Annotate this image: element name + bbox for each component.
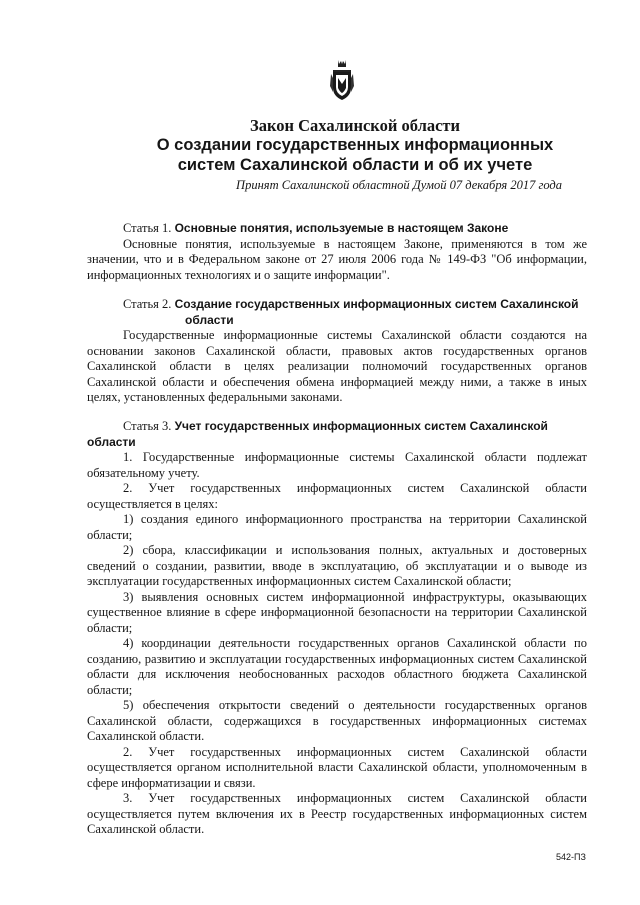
article-3-label: Статья 3. — [123, 419, 172, 433]
article-1-text: Основные понятия, используемые в настоящем Законе, применяются в том же значении, что и в Федеральном законе от 27 июля 2006 года № 149-ФЗ "Об информации, информационных технологиях и о защите информации". — [87, 236, 587, 282]
article-3-item-3: 3) выявления основных систем информационной инфраструктуры, оказывающих существенное влияние в сфере информационной безопасности на территории Сахалинской области; — [87, 589, 587, 635]
article-3-item-5: 5) обеспечения открытости сведений о деятельности государственных органов Сахалинской области, содержащихся в государственных информационных системах Сахалинской области. — [87, 698, 587, 743]
article-1-heading — [87, 221, 587, 237]
law-subject-line1: О создании государственных информационных — [156, 136, 554, 154]
article-2-label: Статья 2. — [123, 297, 172, 311]
article-1 — [87, 221, 587, 283]
adoption-note: Принят Сахалинской областной Думой 07 декабря 2017 года — [236, 178, 562, 192]
law-title: Закон Сахалинской области — [249, 116, 461, 135]
article-3-paragraph-2b: 2. Учет государственных информационных систем Сахалинской области осуществляется органом исполнительной власти Сахалинской области, уполномоченным в сфере информатизации и связи. — [87, 744, 587, 790]
article-1-title: Основные понятия, используемые в настоящем Законе — [174, 221, 509, 235]
article-2-heading — [87, 297, 587, 328]
law-subject-line2: систем Сахалинской области и об их учете — [177, 156, 533, 174]
article-3-title: Учет государственных информационных систем Сахалинской — [174, 419, 548, 433]
article-3-paragraph-2: 2. Учет государственных информационных систем Сахалинской области осуществляется в целях: — [87, 481, 587, 511]
article-3 — [87, 419, 587, 838]
article-3-item-4: 4) координации деятельности государственных органов Сахалинской области по созданию, развитию и эксплуатации государственных информационных систем Сахалинской области для исключения необоснованных расходов областного бюджета Сахалинской области; — [87, 636, 587, 697]
article-2 — [87, 297, 587, 406]
article-2-text: Государственные информационные системы Сахалинской области создаются на основании законов Сахалинской области, правовых актов государственных органов Сахалинской области в целях реализации полномочий государственных органов Сахалинской области и обеспечения обмена информацией между ними, а также в иных целях, установленных федеральными законами. — [87, 328, 587, 404]
article-1-label: Статья 1. — [123, 221, 172, 235]
article-2-title-tail: области — [185, 312, 234, 327]
article-3-paragraph-3: 3. Учет государственных информационных систем Сахалинской области осуществляется путем включения их в Реестр государственных информационных систем Сахалинской области. — [87, 791, 587, 836]
article-3-item-2: 2) сбора, классификации и использования полных, актуальных и достоверных сведений о создании, развитии, вводе в эксплуатацию, об эксплуатации и о выводе из эксплуатации государственных информационных систем Сахалинской области; — [87, 543, 587, 588]
sakhalin-coat-of-arms-icon — [329, 58, 355, 102]
document-code: 542-ПЗ — [556, 852, 586, 862]
article-3-paragraph-1: 1. Государственные информационные системы Сахалинской области подлежат обязательному учету. — [87, 450, 587, 480]
article-2-title: Создание государственных информационных систем Сахалинской — [174, 297, 579, 311]
article-3-title-tail: области — [87, 434, 136, 449]
article-3-heading — [87, 419, 587, 450]
article-3-item-1: 1) создания единого информационного пространства на территории Сахалинской области; — [87, 512, 587, 542]
